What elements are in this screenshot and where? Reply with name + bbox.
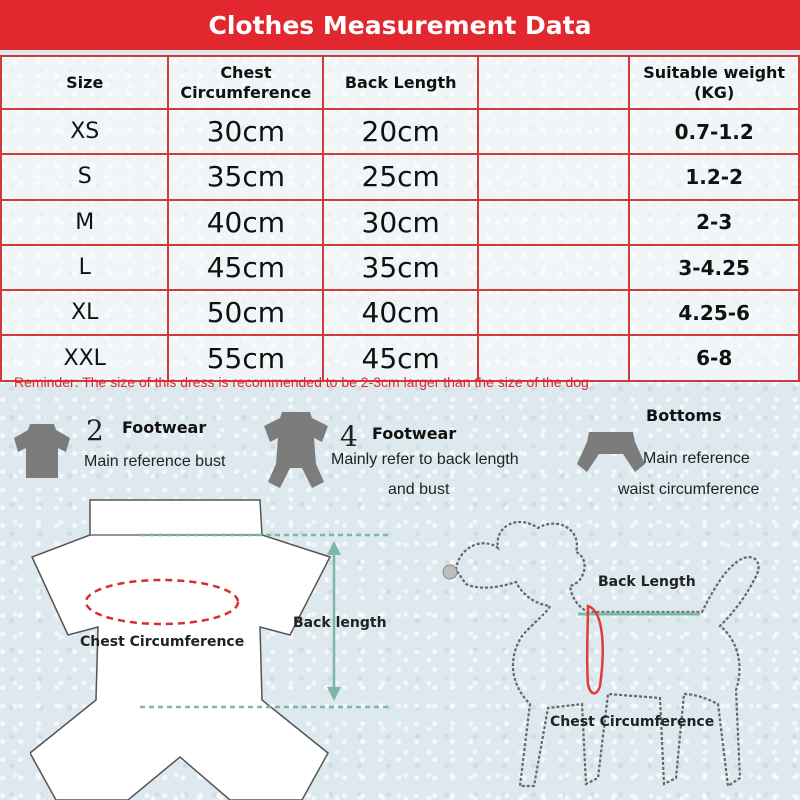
four-foot-number: 4	[340, 420, 358, 453]
two-foot-garment-icon	[12, 420, 72, 482]
dog-back-length-label: Back Length	[598, 574, 696, 590]
dog-nose-icon	[443, 565, 457, 579]
bottoms-garment-icon	[575, 430, 647, 482]
table-row	[1, 290, 799, 335]
size-cell: XXL	[1, 335, 168, 380]
back-cell: 25cm	[323, 154, 478, 199]
chest-cell: 30cm	[168, 109, 323, 154]
weight-cell: 1.2-2	[629, 154, 799, 199]
table-row	[1, 200, 799, 245]
table-row	[1, 154, 799, 199]
back-cell: 20cm	[323, 109, 478, 154]
dog-body-outline	[456, 522, 759, 786]
size-cell: M	[1, 200, 168, 245]
reminder-text: Reminder: The size of this dress is recommended to be 2-3cm larger than the size of the dog	[14, 374, 589, 390]
weight-cell: 2-3	[629, 200, 799, 245]
back-cell: 45cm	[323, 335, 478, 380]
two-foot-number: 2	[86, 414, 104, 447]
weight-cell: 4.25-6	[629, 290, 799, 335]
size-cell: L	[1, 245, 168, 290]
empty-cell	[478, 290, 629, 335]
two-foot-title: Footwear	[122, 418, 207, 437]
bottoms-title: Bottoms	[646, 406, 722, 425]
weight-cell: 3-4.25	[629, 245, 799, 290]
empty-cell	[478, 154, 629, 199]
empty-cell	[478, 245, 629, 290]
four-foot-garment-icon	[262, 408, 330, 490]
empty-cell	[478, 200, 629, 245]
weight-cell: 0.7-1.2	[629, 109, 799, 154]
table-row	[1, 245, 799, 290]
four-foot-desc-line1: Mainly refer to back length	[331, 451, 519, 468]
dog-chest-label: Chest Circumference	[550, 714, 715, 730]
chest-cell: 55cm	[168, 335, 323, 380]
bottoms-desc-line1: Main reference	[643, 450, 750, 467]
header-weight: Suitable weight (KG)	[629, 56, 799, 109]
two-foot-desc: Main reference bust	[84, 453, 226, 470]
garment-body-shape	[30, 500, 330, 800]
back-cell: 40cm	[323, 290, 478, 335]
garment-chest-label: Chest Circumference	[80, 634, 245, 650]
dog-chest-ring	[587, 606, 603, 693]
empty-cell	[478, 109, 629, 154]
back-cell: 30cm	[323, 200, 478, 245]
chest-cell: 40cm	[168, 200, 323, 245]
title-banner	[0, 0, 800, 50]
table-header-row	[1, 56, 799, 109]
chest-cell: 50cm	[168, 290, 323, 335]
weight-cell: 6-8	[629, 335, 799, 380]
size-cell: XS	[1, 109, 168, 154]
table-row	[1, 109, 799, 154]
header-size: Size	[1, 56, 168, 109]
page-title: Clothes Measurement Data	[208, 10, 592, 40]
dog-outline-diagram	[438, 508, 778, 800]
garment-back-label: Back length	[293, 615, 387, 631]
header-chest: Chest Circumference	[168, 56, 323, 109]
four-foot-title: Footwear	[372, 424, 457, 443]
chest-cell: 35cm	[168, 154, 323, 199]
four-foot-desc-line2: and bust	[388, 481, 450, 498]
back-cell: 35cm	[323, 245, 478, 290]
chest-cell: 45cm	[168, 245, 323, 290]
size-cell: XL	[1, 290, 168, 335]
bottoms-desc-line2: waist circumference	[618, 481, 760, 498]
header-empty	[478, 56, 629, 109]
header-back: Back Length	[323, 56, 478, 109]
size-cell: S	[1, 154, 168, 199]
size-table	[0, 55, 800, 382]
